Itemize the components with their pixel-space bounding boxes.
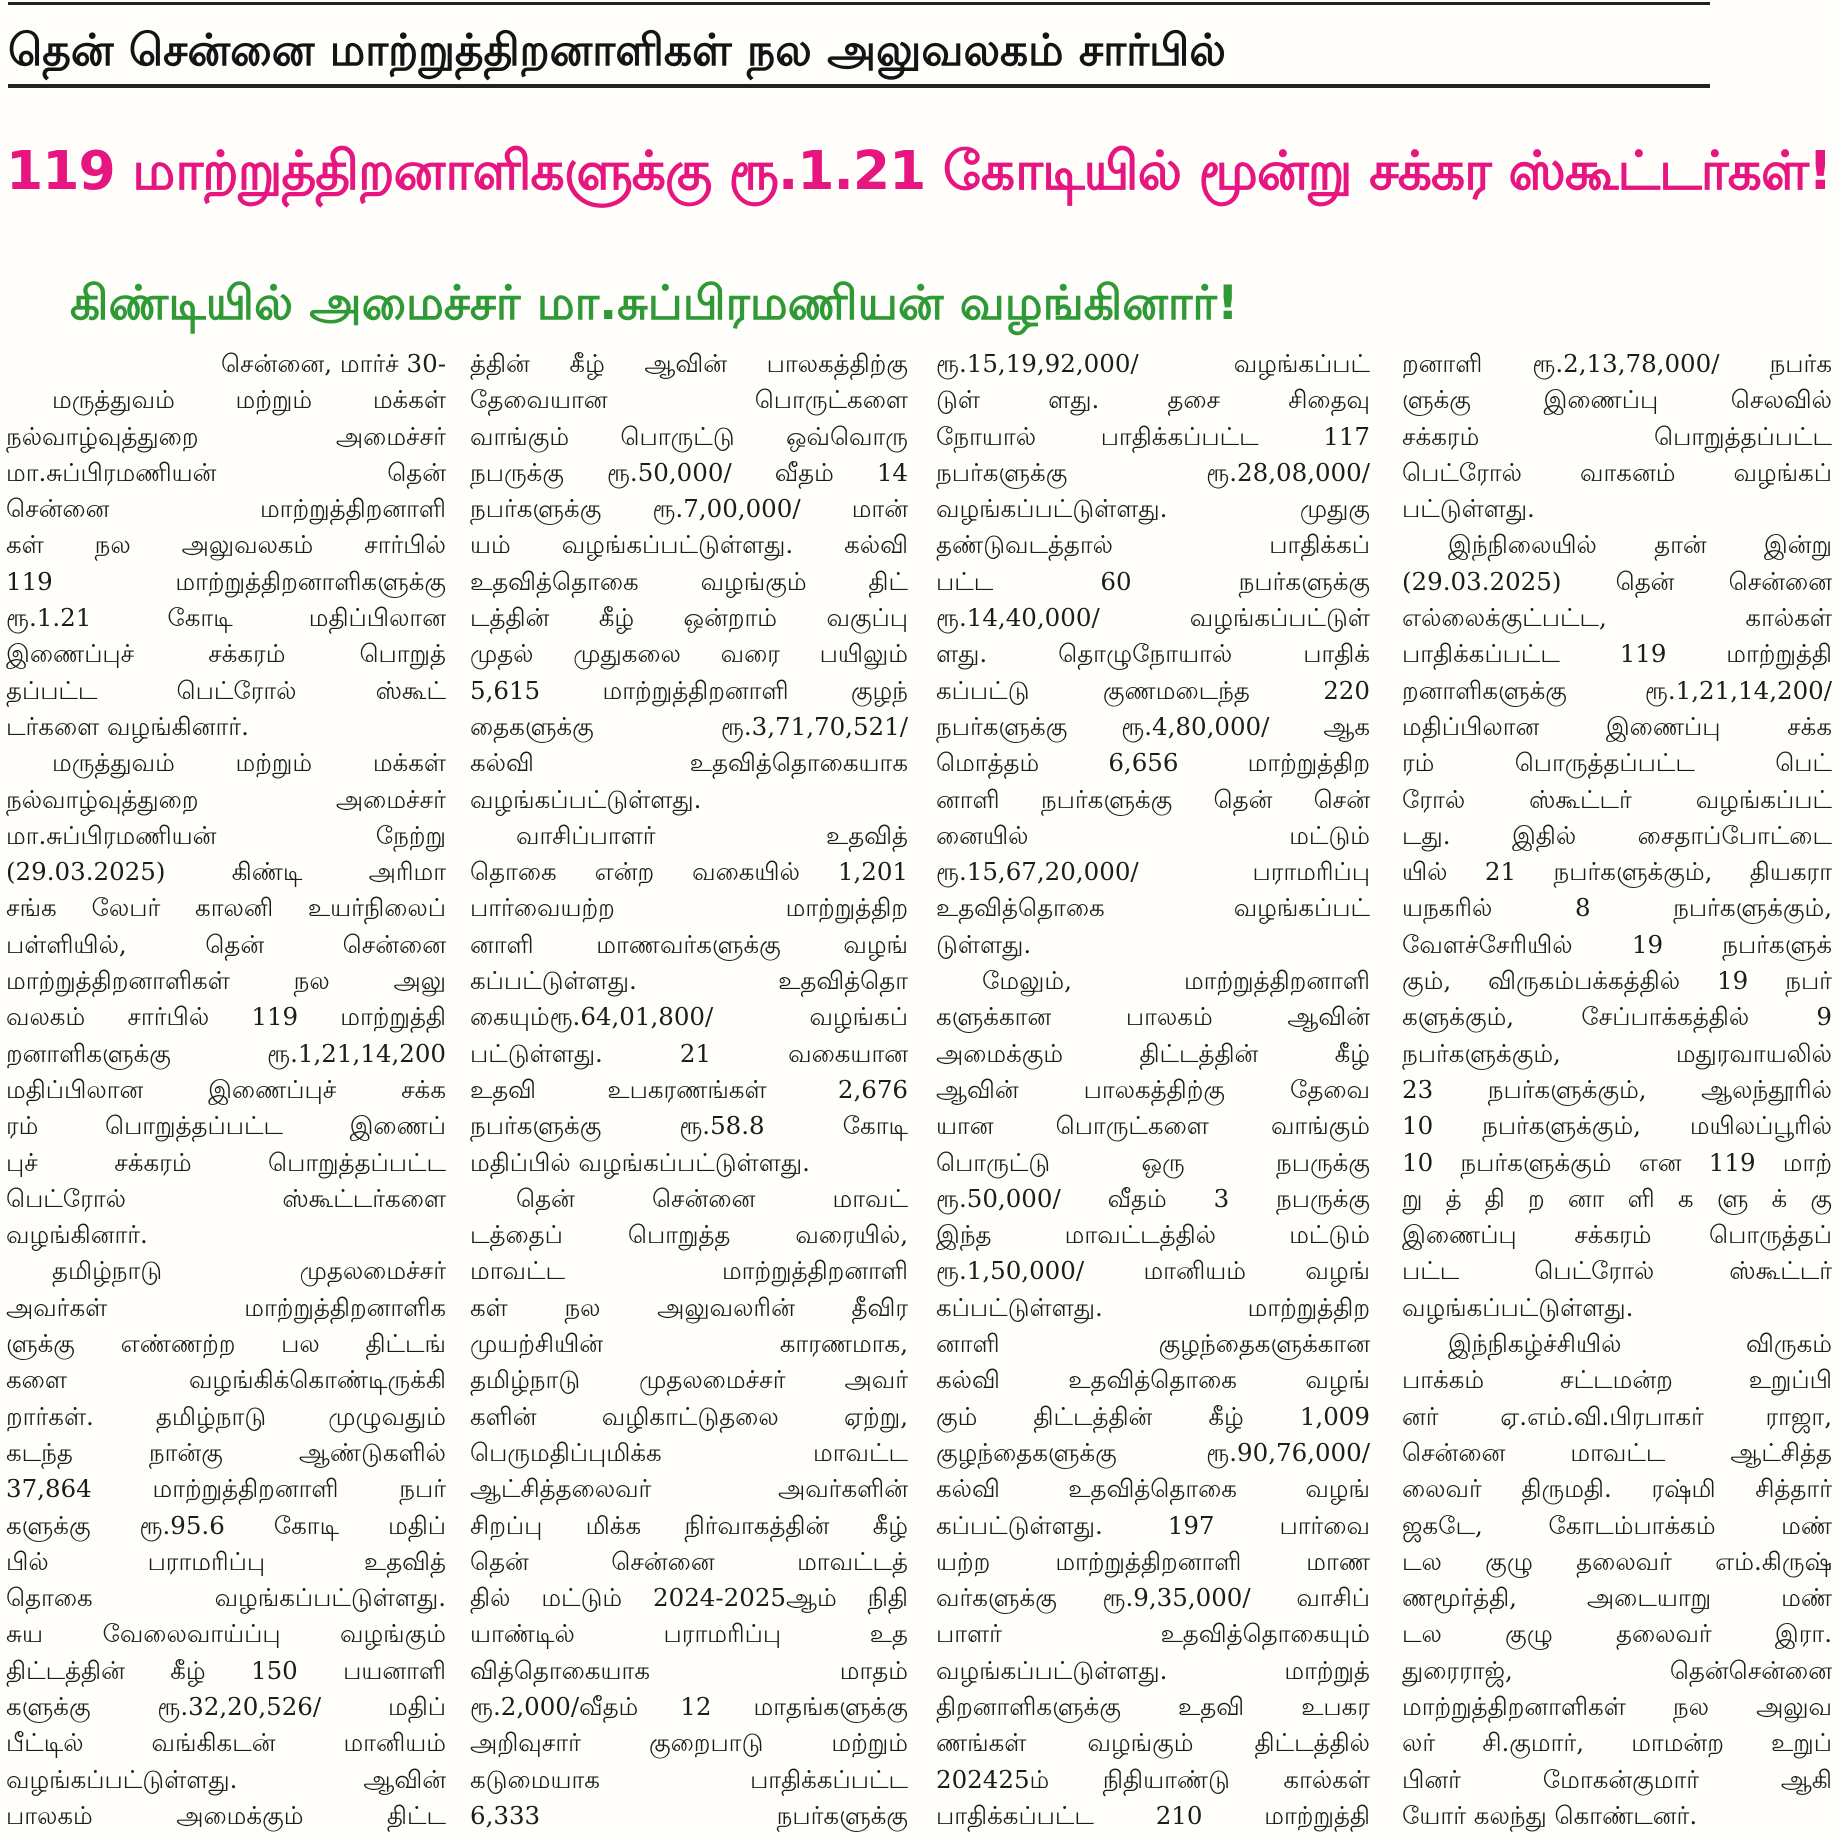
article-line: மொத்தம் 6,656 மாற்றுத்திற bbox=[936, 748, 1370, 778]
article-line: மருத்துவம் மற்றும் மக்கள் bbox=[52, 748, 446, 778]
article-line: 10 நபர்களுக்கும், மயிலப்பூரில் bbox=[1402, 1111, 1832, 1141]
article-line: முயற்சியின் காரணமாக, bbox=[470, 1329, 908, 1359]
article-line: பெருமதிப்புமிக்க மாவட்ட bbox=[470, 1437, 908, 1467]
article-line: கப்பட்டுள்ளது. 197 பார்வை bbox=[936, 1510, 1370, 1540]
article-line: சென்னை, மார்ச் 30- bbox=[220, 349, 446, 378]
article-line: னாளி நபர்களுக்கு தென் சென் bbox=[936, 784, 1370, 814]
article-line: யற்ற மாற்றுத்திறனாளி மாண bbox=[936, 1546, 1370, 1576]
article-line: வழங்கப்பட்டுள்ளது. bbox=[470, 784, 702, 814]
article-line: வலகம் சார்பில் 119 மாற்றுத்தி bbox=[6, 1002, 446, 1032]
article-line: மாற்றுத்திறனாளிகள் நல அலுவ bbox=[1402, 1691, 1832, 1721]
article-line: தேவையான பொருட்களை bbox=[470, 385, 908, 415]
article-line: ஆவின் பாலகத்திற்கு தேவை bbox=[936, 1074, 1370, 1104]
article-line: கப்பட்டுள்ளது. உதவித்தொ bbox=[470, 966, 908, 996]
article-line: மாற்றுத்திறனாளிகள் நல அலு bbox=[6, 966, 446, 996]
article-line: பாலகம் அமைக்கும் திட்ட bbox=[6, 1800, 446, 1830]
article-line: களுக்கும், சேப்பாக்கத்தில் 9 bbox=[1402, 1002, 1832, 1032]
article-line: நபர்களுக்கு ரூ.4,80,000/ ஆக bbox=[936, 711, 1370, 741]
article-line: இந்நிலையில் தான் இன்று bbox=[1448, 530, 1832, 560]
article-line: 6,333 நபர்களுக்கு bbox=[470, 1800, 908, 1830]
article-line: உதவித்தொகை வழங்கும் திட் bbox=[470, 566, 908, 596]
article-line: பெட்ரோல் வாகனம் வழங்கப் bbox=[1402, 457, 1832, 487]
kicker-underline bbox=[8, 84, 1710, 88]
article-line: சுய வேலைவாய்ப்பு வழங்கும் bbox=[6, 1619, 446, 1649]
article-line: னையில் மட்டும் bbox=[936, 820, 1370, 850]
article-line: ளது. தொழுநோயால் பாதிக் bbox=[936, 639, 1370, 669]
article-line: டல குழு தலைவர் எம்.கிருஷ் bbox=[1402, 1546, 1832, 1576]
article-line: தில் மட்டும் 2024-2025ஆம் நிதி bbox=[470, 1583, 908, 1613]
article-line: ரூ.15,67,20,000/ பராமரிப்பு bbox=[936, 857, 1370, 887]
article-line: மதிப்பிலான இணைப்புச் சக்க bbox=[6, 1074, 446, 1104]
article-line: பள்ளியில், தென் சென்னை bbox=[6, 929, 446, 959]
article-line: பீட்டில் வங்கிகடன் மானியம் bbox=[6, 1728, 446, 1758]
article-line: றார்கள். தமிழ்நாடு முழுவதும் bbox=[6, 1401, 446, 1431]
article-line: தண்டுவடத்தால் பாதிக்கப் bbox=[936, 530, 1370, 560]
article-line: யில் 21 நபர்களுக்கும், தியகரா bbox=[1402, 857, 1832, 887]
article-line: இணைப்புச் சக்கரம் பொறுத் bbox=[6, 639, 446, 669]
article-line: டுள் ளது. தசை சிதைவு bbox=[936, 385, 1370, 415]
article-line: இந்நிகழ்ச்சியில் விருகம் bbox=[1448, 1329, 1832, 1359]
article-line: நபர்களுக்கு ரூ.28,08,000/ bbox=[936, 457, 1370, 487]
article-line: சங்க லேபர் காலனி உயர்நிலைப் bbox=[6, 893, 446, 923]
article-line: றனாளிகளுக்கு ரூ.1,21,14,200 bbox=[6, 1038, 446, 1068]
article-column-2 bbox=[470, 346, 908, 1836]
article-line: அவர்கள் மாற்றுத்திறனாளிக bbox=[6, 1292, 446, 1322]
article-line: தொகை என்ற வகையில் 1,201 bbox=[470, 857, 908, 887]
article-line: னாளி குழந்தைகளுக்கான bbox=[936, 1329, 1370, 1359]
article-line: பொருட்டு ஒரு நபருக்கு bbox=[936, 1147, 1370, 1177]
main-headline: 119 மாற்றுத்திறனாளிகளுக்கு ரூ.1.21 கோடியில் மூன்று சக்கர ஸ்கூட்டர்கள்! bbox=[6, 139, 1832, 202]
article-line: ரூ.14,40,000/ வழங்கப்பட்டுள் bbox=[936, 603, 1370, 633]
article-line: டுள்ளது. bbox=[936, 929, 1032, 959]
article-line: பெட்ரோல் ஸ்கூட்டர்களை bbox=[6, 1183, 446, 1213]
article-line: டது. இதில் சைதாப்போட்டை bbox=[1402, 820, 1832, 850]
article-line: திட்டத்தின் கீழ் 150 பயனாளி bbox=[6, 1655, 446, 1685]
article-line: கும் திட்டத்தின் கீழ் 1,009 bbox=[936, 1401, 1370, 1431]
article-line: இணைப்பு சக்கரம் பொருத்தப் bbox=[1402, 1220, 1832, 1250]
article-line: ரூ.2,000/வீதம் 12 மாதங்களுக்கு bbox=[470, 1691, 908, 1721]
article-line: தைகளுக்கு ரூ.3,71,70,521/ bbox=[470, 711, 908, 741]
article-line: மா.சுப்பிரமணியன் நேற்று bbox=[6, 820, 446, 850]
article-line: றனாளிகளுக்கு ரூ.1,21,14,200/ bbox=[1402, 675, 1832, 705]
article-line: புச் சக்கரம் பொறுத்தப்பட்ட bbox=[6, 1147, 446, 1177]
article-line: லைவர் திருமதி. ரஷ்மி சித்தார் bbox=[1402, 1474, 1832, 1504]
article-line: பட்ட பெட்ரோல் ஸ்கூட்டர் bbox=[1402, 1256, 1832, 1286]
article-line: இந்த மாவட்டத்தில் மட்டும் bbox=[936, 1220, 1370, 1250]
article-line: ஆட்சித்தலைவர் அவர்களின் bbox=[470, 1474, 908, 1504]
article-line: பினர் மோகன்குமார் ஆகி bbox=[1402, 1764, 1832, 1794]
article-line: ளுக்கு இணைப்பு செலவில் bbox=[1402, 385, 1832, 415]
article-line: கடுமையாக பாதிக்கப்பட்ட bbox=[470, 1764, 908, 1794]
article-line: பார்வையற்ற மாற்றுத்திற bbox=[470, 893, 908, 923]
article-line: குழந்தைகளுக்கு ரூ.90,76,000/ bbox=[936, 1437, 1370, 1467]
article-line: மாவட்ட மாற்றுத்திறனாளி bbox=[470, 1256, 908, 1286]
article-line: முதல் முதுகலை வரை பயிலும் bbox=[470, 639, 908, 669]
article-line: ஜகடே, கோடம்பாக்கம் மண் bbox=[1402, 1510, 1832, 1540]
article-line: தமிழ்நாடு முதலமைச்சர் அவர் bbox=[470, 1365, 908, 1395]
article-line: ரம் பொறுத்தப்பட்ட இணைப் bbox=[6, 1111, 446, 1141]
article-column-1 bbox=[6, 346, 446, 1836]
article-line: லர் சி.குமார், மாமன்ற உறுப் bbox=[1402, 1728, 1832, 1758]
article-line: அமைக்கும் திட்டத்தின் கீழ் bbox=[936, 1038, 1370, 1068]
article-column-3 bbox=[936, 346, 1370, 1836]
article-line: சக்கரம் பொறுத்தப்பட்ட bbox=[1402, 421, 1832, 451]
article-line: வாங்கும் பொருட்டு ஒவ்வொரு bbox=[470, 421, 908, 451]
article-line: ணமூர்த்தி, அடையாறு மண் bbox=[1402, 1583, 1832, 1613]
article-line: கல்வி உதவித்தொகை வழங் bbox=[936, 1474, 1370, 1504]
article-line: ரூ.1.21 கோடி மதிப்பிலான bbox=[6, 603, 446, 633]
kicker-headline: தென் சென்னை மாற்றுத்திறனாளிகள் நல அலுவலகம் சார்பில் bbox=[8, 25, 1226, 76]
article-line: வேளச்சேரியில் 19 நபர்களுக் bbox=[1402, 929, 1832, 959]
article-line: எல்லைக்குட்பட்ட, கால்கள் bbox=[1402, 603, 1832, 633]
article-line: ரூ.1,50,000/ மானியம் வழங் bbox=[936, 1256, 1370, 1286]
article-line: தப்பட்ட பெட்ரோல் ஸ்கூட் bbox=[6, 675, 446, 705]
article-line: மா.சுப்பிரமணியன் தென் bbox=[6, 457, 446, 487]
article-line: னாளி மாணவர்களுக்கு வழங் bbox=[470, 929, 908, 959]
article-line: 10 நபர்களுக்கும் என 119 மாற் bbox=[1402, 1147, 1832, 1177]
article-line: மருத்துவம் மற்றும் மக்கள் bbox=[52, 385, 446, 415]
article-line: நபர்களுக்கு ரூ.58.8 கோடி bbox=[470, 1111, 908, 1141]
article-line: பில் பராமரிப்பு உதவித் bbox=[6, 1546, 446, 1576]
article-line: கடந்த நான்கு ஆண்டுகளில் bbox=[6, 1437, 446, 1467]
article-line: களுக்கு ரூ.95.6 கோடி மதிப் bbox=[6, 1510, 446, 1540]
article-line: நல்வாழ்வுத்துறை அமைச்சர் bbox=[6, 421, 446, 451]
article-line: சென்னை மாற்றுத்திறனாளி bbox=[6, 494, 446, 524]
article-line: டத்தின் கீழ் ஒன்றாம் வகுப்பு bbox=[470, 603, 908, 633]
article-line: பாளர் உதவித்தொகையும் bbox=[936, 1619, 1370, 1649]
article-line: கள் நல அலுவலகம் சார்பில் bbox=[6, 530, 446, 560]
article-line: தென் சென்னை மாவட்டத் bbox=[470, 1546, 908, 1576]
article-line: நபர்களுக்கு ரூ.7,00,000/ மான் bbox=[470, 494, 908, 524]
article-line: வாசிப்பாளர் உதவித் bbox=[516, 820, 908, 850]
article-line: ளுக்கு எண்ணற்ற பல திட்டங் bbox=[6, 1329, 446, 1359]
article-line: களுக்கு ரூ.32,20,526/ மதிப் bbox=[6, 1691, 446, 1721]
article-column-4 bbox=[1402, 346, 1832, 1836]
article-line: உதவி உபகரணங்கள் 2,676 bbox=[470, 1074, 908, 1104]
article-line: கல்வி உதவித்தொகை வழங் bbox=[936, 1365, 1370, 1395]
article-line: களுக்கான பாலகம் ஆவின் bbox=[936, 1002, 1370, 1032]
article-line: ரோல் ஸ்கூட்டர் வழங்கப்பட் bbox=[1402, 784, 1832, 814]
article-line: வழங்கினார். bbox=[6, 1220, 148, 1250]
article-line: மதிப்பில் வழங்கப்பட்டுள்ளது. bbox=[470, 1147, 810, 1177]
article-line: (29.03.2025) தென் சென்னை bbox=[1402, 566, 1832, 596]
article-line: வழங்கப்பட்டுள்ளது. bbox=[1402, 1292, 1634, 1322]
article-line: கும், விருகம்பக்கத்தில் 19 நபர் bbox=[1402, 966, 1832, 996]
article-line: சிறப்பு மிக்க நிர்வாகத்தின் கீழ் bbox=[470, 1510, 908, 1540]
article-line: தென் சென்னை மாவட் bbox=[516, 1183, 908, 1213]
article-line: பட்ட 60 நபர்களுக்கு bbox=[936, 566, 1370, 596]
article-line: பட்டுள்ளது. 21 வகையான bbox=[470, 1038, 908, 1068]
article-line: ரம் பொருத்தப்பட்ட பெட் bbox=[1402, 748, 1832, 778]
article-line: யம் வழங்கப்பட்டுள்ளது. கல்வி bbox=[470, 530, 908, 560]
article-line: களை வழங்கிக்கொண்டிருக்கி bbox=[6, 1365, 446, 1395]
article-line: 23 நபர்களுக்கும், ஆலந்தூரில் bbox=[1402, 1074, 1832, 1104]
article-line: தொகை வழங்கப்பட்டுள்ளது. bbox=[6, 1583, 446, 1613]
article-line: வழங்கப்பட்டுள்ளது. ஆவின் bbox=[6, 1764, 446, 1794]
article-line: நல்வாழ்வுத்துறை அமைச்சர் bbox=[6, 784, 446, 814]
article-line: மேலும், மாற்றுத்திறனாளி bbox=[982, 966, 1370, 996]
article-line: ரூ.50,000/ வீதம் 3 நபருக்கு bbox=[936, 1183, 1370, 1213]
article-line: துரைராஜ், தென்சென்னை bbox=[1402, 1655, 1832, 1685]
article-line: கப்பட்டுள்ளது. மாற்றுத்திற bbox=[936, 1292, 1370, 1322]
sub-headline: கிண்டியில் அமைச்சர் மா.சுப்பிரமணியன் வழங்கினார்! bbox=[70, 276, 1239, 331]
article-line: யநகரில் 8 நபர்களுக்கும், bbox=[1402, 893, 1832, 923]
article-line: ரூ.15,19,92,000/ வழங்கப்பட் bbox=[936, 349, 1370, 378]
article-line: பாதிக்கப்பட்ட 119 மாற்றுத்தி bbox=[1402, 639, 1832, 669]
article-line: நபர்களுக்கும், மதுரவாயலில் bbox=[1402, 1038, 1832, 1068]
article-line: 119 மாற்றுத்திறனாளிகளுக்கு bbox=[6, 566, 446, 596]
article-line: று த் தி ற னா ளி க ளு க் கு bbox=[1402, 1183, 1832, 1213]
article-line: மதிப்பிலான இணைப்பு சக்க bbox=[1402, 711, 1832, 741]
article-line: வழங்கப்பட்டுள்ளது. மாற்றுத் bbox=[936, 1655, 1370, 1685]
article-line: றனாளி ரூ.2,13,78,000/ நபர்க bbox=[1402, 349, 1832, 378]
article-line: பட்டுள்ளது. bbox=[1402, 494, 1535, 524]
article-line: வித்தொகையாக மாதம் bbox=[470, 1655, 908, 1685]
article-line: 37,864 மாற்றுத்திறனாளி நபர் bbox=[6, 1474, 446, 1504]
article-line: டர்களை வழங்கினார். bbox=[6, 711, 249, 741]
article-line: நபருக்கு ரூ.50,000/ வீதம் 14 bbox=[470, 457, 908, 487]
article-line: யாண்டில் பராமரிப்பு உத bbox=[470, 1619, 908, 1649]
article-line: வர்களுக்கு ரூ.9,35,000/ வாசிப் bbox=[936, 1583, 1370, 1613]
article-line: டல குழு தலைவர் இரா. bbox=[1402, 1619, 1832, 1649]
article-line: பாதிக்கப்பட்ட 210 மாற்றுத்தி bbox=[936, 1800, 1370, 1830]
article-line: கையும்ரூ.64,01,800/ வழங்கப் bbox=[470, 1002, 908, 1032]
article-line: கப்பட்டு குணமடைந்த 220 bbox=[936, 675, 1370, 705]
article-line: (29.03.2025) கிண்டி அரிமா bbox=[6, 857, 446, 887]
article-line: கள் நல அலுவலரின் தீவிர bbox=[470, 1292, 908, 1322]
article-line: யான பொருட்களை வாங்கும் bbox=[936, 1111, 1370, 1141]
article-line: திறனாளிகளுக்கு உதவி உபகர bbox=[936, 1691, 1370, 1721]
article-line: டத்தைப் பொறுத்த வரையில், bbox=[470, 1220, 908, 1250]
article-line: 5,615 மாற்றுத்திறனாளி குழந் bbox=[470, 675, 908, 705]
article-line: நோயால் பாதிக்கப்பட்ட 117 bbox=[936, 421, 1370, 451]
article-line: பாக்கம் சட்டமன்ற உறுப்பி bbox=[1402, 1365, 1832, 1395]
article-line: அறிவுசார் குறைபாடு மற்றும் bbox=[470, 1728, 908, 1758]
article-line: 202425ம் நிதியாண்டு கால்கள் bbox=[936, 1764, 1370, 1794]
article-line: ணங்கள் வழங்கும் திட்டத்தில் bbox=[936, 1728, 1370, 1758]
article-line: சென்னை மாவட்ட ஆட்சித்த bbox=[1402, 1437, 1832, 1467]
article-line: த்தின் கீழ் ஆவின் பாலகத்திற்கு bbox=[470, 349, 908, 378]
article-line: களின் வழிகாட்டுதலை ஏற்று, bbox=[470, 1401, 908, 1431]
article-line: னர் ஏ.எம்.வி.பிரபாகர் ராஜா, bbox=[1402, 1401, 1832, 1431]
article-line: உதவித்தொகை வழங்கப்பட் bbox=[936, 893, 1370, 923]
article-line: தமிழ்நாடு முதலமைச்சர் bbox=[52, 1256, 446, 1286]
article-line: யோர் கலந்து கொண்டனர். bbox=[1402, 1800, 1698, 1830]
top-rule bbox=[8, 2, 1710, 5]
article-line: வழங்கப்பட்டுள்ளது. முதுகு bbox=[936, 494, 1370, 524]
article-line: கல்வி உதவித்தொகையாக bbox=[470, 748, 908, 778]
